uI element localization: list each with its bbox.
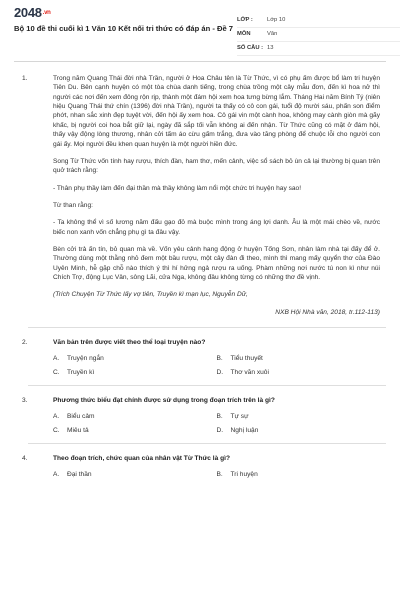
meta-table: [237, 14, 400, 56]
option-text: Nghị luận: [230, 426, 259, 434]
option-a[interactable]: [53, 412, 217, 421]
option-a[interactable]: [53, 354, 217, 363]
question-text: Theo đoạn trích, chức quan của nhân vật Từ Thức là gì?: [53, 455, 230, 463]
option-b[interactable]: [217, 412, 381, 421]
option-letter: D.: [216, 368, 224, 376]
question-2: [14, 328, 386, 386]
option-a[interactable]: [53, 470, 217, 479]
meta-row-count: [237, 42, 400, 56]
option-text: Tiểu thuyết: [230, 354, 263, 362]
option-letter: B.: [216, 470, 223, 478]
meta-label: MÔN: [237, 31, 251, 38]
option-text: Tự sự: [230, 412, 249, 420]
answer-options: [53, 470, 380, 479]
passage-paragraph: Trong năm Quang Thái đời nhà Trần, người ở Hoa Châu tên là Từ Thức, vì có phụ ấm được bổ làm tri huyện Tiên Du. Bên cạnh huyện có một tòa chùa danh tiếng, trong chùa trồng một cây mẫu đơn, đến kì hoa nở thì người các nơi đến xem đông rộn rịp, thành một đám hội xem hoa tưng bừng lắm. Tháng Hai năm Bính Tý (niên hiệu Quang Thái thứ chín (1396) đời nhà Trần), người ta thấy có cô con gái, tuổi độ mười sáu, phấn son điểm phớt, nhan sắc xinh đẹp tuyệt vời, đến hội ấy xem hoa. Cô gái vin một cành hoa, không may cành giòn mà gãy khấc, bị người coi hoa bắt giữ lại, ngày đã sắp tối vẫn không ai đến nhận. Từ Thức cũng có mặt ở đám hội, thấy vậy động lòng thương, nhân cởi tấm áo cừu gấm trắng, đưa vào tăng phòng để chuộc lỗi cho người con gái ấy. Mọi người đều khen quan huyện là một người hiền đức.: [53, 75, 380, 148]
answer-options: [53, 354, 380, 378]
option-c[interactable]: [53, 426, 217, 435]
option-letter: B.: [216, 354, 223, 362]
logo-text: 2048: [14, 5, 42, 20]
question-number: 2.: [22, 339, 28, 347]
document-title: Bộ 10 đề thi cuối kì 1 Văn 10 Kết nối tri thức có đáp án - Đề 7: [14, 24, 234, 33]
option-text: Truyện ngắn: [67, 354, 104, 362]
meta-row-subject: [237, 28, 400, 42]
option-text: Truyền kì: [67, 368, 95, 376]
option-b[interactable]: [217, 354, 381, 363]
option-letter: B.: [216, 412, 223, 420]
question-3: [14, 386, 386, 444]
answer-options: [53, 412, 380, 436]
question-text: Văn bản trên được viết theo thể loại truyện nào?: [53, 339, 206, 347]
option-d[interactable]: [217, 368, 381, 377]
meta-label: LỚP :: [237, 17, 253, 24]
option-letter: C.: [53, 426, 60, 434]
passage-citation: (Trích Chuyện Từ Thức lấy vợ tiên, Truyền kì mạn lục, Nguyễn Dữ,: [53, 291, 248, 299]
meta-label: SỐ CÂU :: [237, 45, 264, 52]
option-d[interactable]: [217, 426, 381, 435]
passage-paragraph: - Ta không thể vì số lương năm đấu gạo đỏ mà buộc mình trong áng lợi danh. Âu là một mái chèo về, nước biếc non xanh vốn chẳng phụ gì ta đâu vậy.: [53, 219, 380, 236]
option-text: Đại thần: [67, 470, 92, 478]
passage-paragraph: - Thân phụ thầy làm đến đại thần mà thầy không làm nổi một chức tri huyện hay sao!: [53, 184, 302, 192]
question-number: 3.: [22, 397, 28, 405]
option-b[interactable]: [217, 470, 381, 479]
option-text: Miêu tả: [67, 426, 89, 434]
option-letter: A.: [53, 412, 60, 420]
logo-domain: .vn: [42, 10, 51, 16]
passage-paragraph: Bèn cởi trả ấn tín, bỏ quan mà về. Vốn yêu cảnh hang động ở huyện Tống Sơn, nhân làm nhà tại đấy để ở. Thường dùng một thằng nhỏ đem một bầu rượu, một cây đàn đi theo, mình thì mang mấy quyển thơ của Đào Uyên Minh, hễ gặp chỗ nào thích ý thì hí hửng ngả rượu ra uống. Phàm những nơi nước tú non kì như núi Chích Trợ, động Lục Vân, sông Lãi, cửa Nga, không đâu không từng có những thơ đề vịnh.: [53, 246, 380, 282]
question-number: 4.: [22, 455, 28, 463]
document-content: [14, 62, 386, 479]
option-text: Tri huyện: [230, 470, 258, 478]
option-letter: D.: [216, 426, 224, 434]
option-text: Thơ văn xuôi: [230, 368, 269, 376]
option-letter: C.: [53, 368, 60, 376]
passage-source: NXB Hội Nhà văn, 2018, tr.112-113): [275, 308, 380, 316]
question-1: [14, 62, 386, 328]
question-number: 1.: [22, 75, 28, 82]
option-c[interactable]: [53, 368, 217, 377]
meta-value: Văn: [267, 31, 278, 38]
meta-value: Lớp 10: [267, 17, 286, 24]
meta-row-class: [237, 14, 400, 28]
meta-value: 13: [267, 45, 274, 52]
passage-paragraph: Song Từ Thức vốn tính hay rượu, thích đàn, ham thơ, mến cảnh, việc sổ sách bỏ ùn cả lại thường bị quan trên quở trách rằng:: [53, 157, 380, 175]
option-letter: A.: [53, 470, 60, 478]
option-text: Biểu cảm: [67, 412, 95, 420]
site-logo[interactable]: [14, 4, 51, 22]
question-text: Phương thức biểu đạt chính được sử dụng trong đoạn trích trên là gì?: [53, 397, 275, 405]
question-4: [14, 444, 386, 479]
passage-paragraph: Từ than rằng:: [53, 201, 93, 209]
option-letter: A.: [53, 354, 60, 362]
document-header: [14, 0, 386, 62]
